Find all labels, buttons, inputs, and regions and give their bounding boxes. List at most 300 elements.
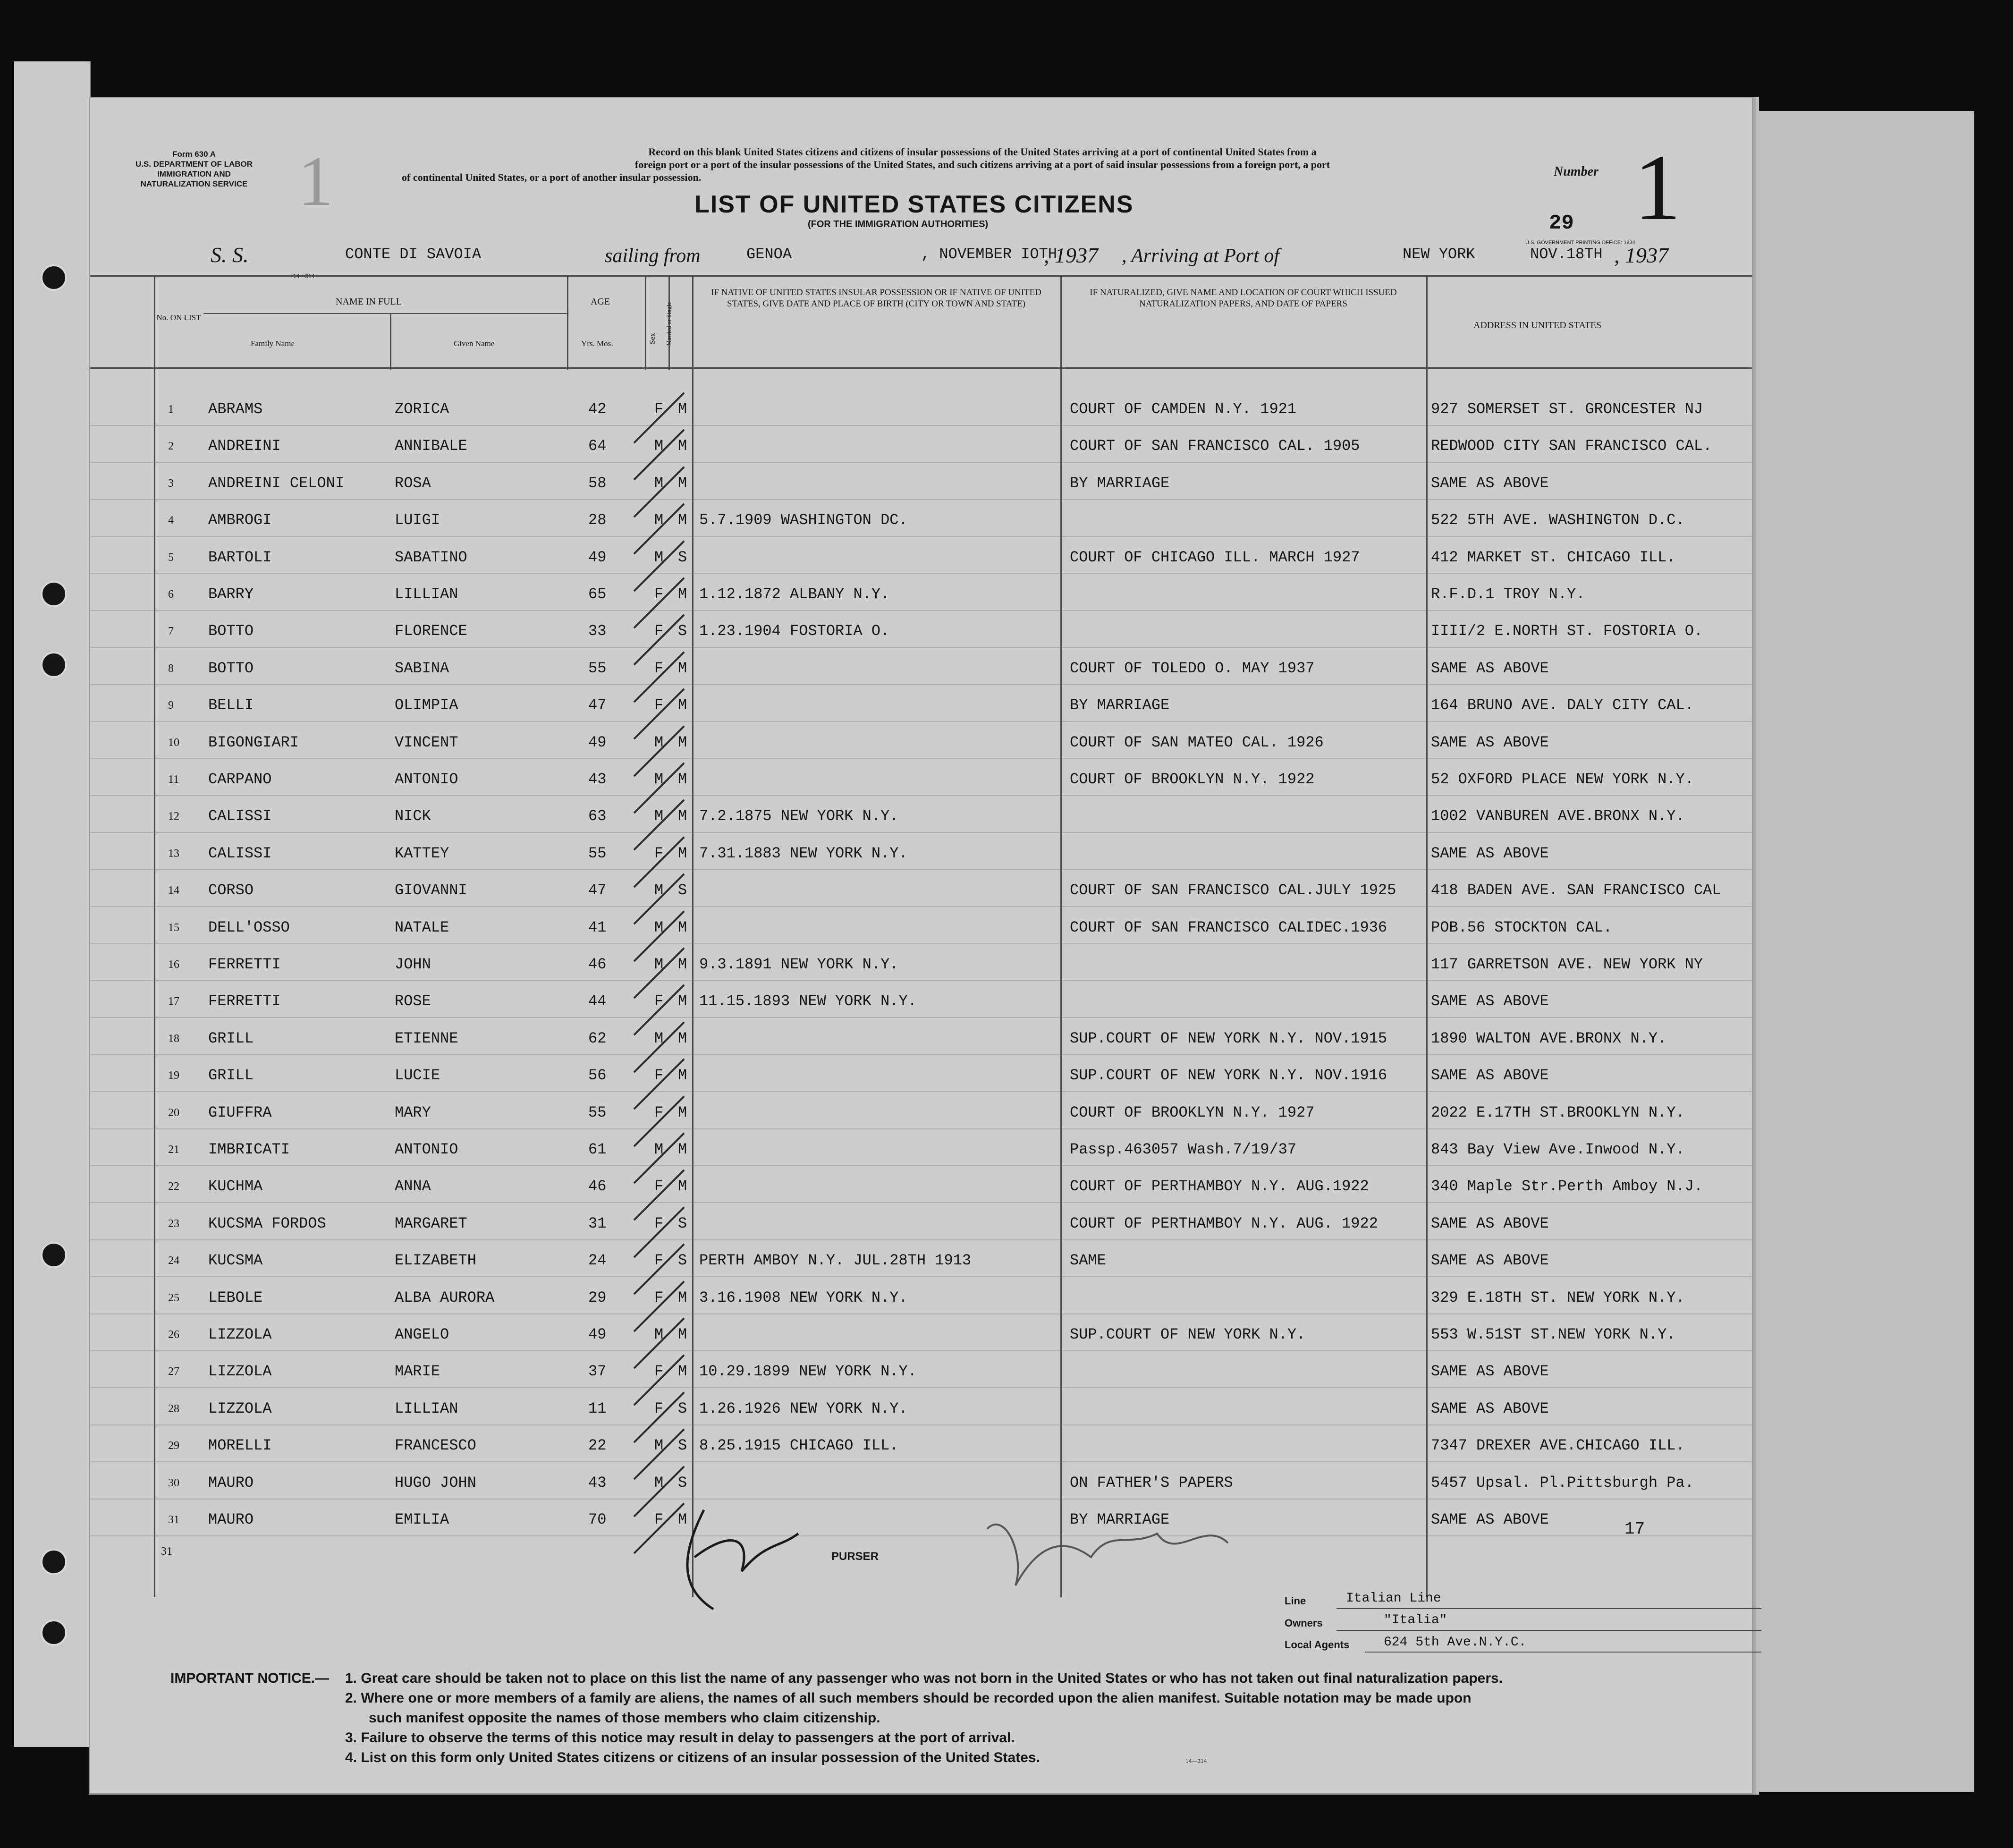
cell-age: 61	[588, 1141, 607, 1158]
col-divider	[1426, 275, 1428, 1597]
cell-age: 62	[588, 1029, 607, 1047]
binder-hole	[41, 1549, 67, 1575]
cell-sex: M	[654, 956, 664, 973]
cell-address: IIII/2 E.NORTH ST. FOSTORIA O.	[1431, 622, 1703, 640]
cell-address: 117 GARRETSON AVE. NEW YORK NY	[1431, 956, 1703, 973]
cell-sex: F	[654, 1511, 664, 1528]
cell-age: 47	[588, 696, 607, 714]
cell-given: LILLIAN	[395, 1399, 458, 1417]
cell-address: SAME AS ABOVE	[1431, 1214, 1549, 1232]
cell-address: SAME AS ABOVE	[1431, 474, 1549, 492]
next-page-edge	[1751, 111, 1974, 1792]
sail-year: , 1937	[1044, 243, 1098, 267]
cell-sex: M	[654, 1437, 664, 1455]
cell-age: 65	[588, 585, 607, 603]
col-header-yrs-mos: Yrs. Mos.	[581, 339, 613, 348]
notice-item: 1. Great care should be taken not to place on this list the name of any passenger who was not born in the United States or who has not taken out final naturalization papers.	[345, 1670, 1503, 1686]
cell-family: LIZZOLA	[208, 1399, 272, 1417]
cell-ms: M	[678, 1103, 687, 1121]
cell-ms: S	[678, 1474, 687, 1492]
row-rule	[90, 1350, 1752, 1351]
cell-naturalized: SUP.COURT OF NEW YORK N.Y. NOV.1915	[1070, 1029, 1387, 1047]
cell-no: 7	[168, 625, 174, 638]
cell-family: ABRAMS	[208, 400, 263, 418]
cell-address: 329 E.18TH ST. NEW YORK N.Y.	[1431, 1289, 1685, 1306]
cell-family: BOTTO	[208, 622, 254, 640]
cell-family: LIZZOLA	[208, 1363, 272, 1381]
cell-sex: M	[654, 771, 664, 788]
dept-line: NATURALIZATION SERVICE	[140, 179, 248, 188]
cell-naturalized: COURT OF CHICAGO ILL. MARCH 1927	[1070, 548, 1360, 566]
cell-address: SAME AS ABOVE	[1431, 1399, 1549, 1417]
cell-family: BARRY	[208, 585, 254, 603]
cell-ms: M	[678, 918, 687, 936]
record-instructions	[392, 145, 1573, 184]
cell-no: 24	[168, 1255, 179, 1267]
cell-naturalized: ON FATHER'S PAPERS	[1070, 1474, 1233, 1492]
cell-naturalized: COURT OF BROOKLYN N.Y. 1927	[1070, 1103, 1315, 1121]
cell-naturalized: COURT OF SAN FRANCISCO CALIDEC.1936	[1070, 918, 1387, 936]
cell-no: 28	[168, 1402, 179, 1415]
cell-sex: M	[654, 1141, 664, 1158]
cell-age: 64	[588, 437, 607, 455]
cell-ms: M	[678, 1178, 687, 1195]
cell-given: NATALE	[395, 918, 449, 936]
cell-given: ELIZABETH	[395, 1252, 476, 1270]
cell-family: DELL'OSSO	[208, 918, 290, 936]
cell-address: SAME AS ABOVE	[1431, 733, 1549, 751]
sailing-label: sailing from	[605, 245, 701, 267]
cell-sex: M	[654, 882, 664, 899]
binder-hole	[41, 264, 67, 291]
row-rule	[90, 832, 1752, 833]
cell-address: 927 SOMERSET ST. GRONCESTER NJ	[1431, 400, 1703, 418]
manifest-sheet	[89, 97, 1753, 1795]
cell-birth: PERTH AMBOY N.Y. JUL.28TH 1913	[699, 1252, 972, 1270]
cell-family: LIZZOLA	[208, 1326, 272, 1343]
cell-family: CARPANO	[208, 771, 272, 788]
cell-given: FLORENCE	[395, 622, 467, 640]
notice-item: 2. Where one or more members of a family are aliens, the names of all such members should be recorded upon the alien manifest. Suitable notation may be made upon	[345, 1690, 1472, 1706]
col-header-native: IF NATIVE OF UNITED STATES INSULAR POSSESSION OR IF NATIVE OF UNITED STATES, GIVE DATE AND PLACE OF BIRTH (CITY OR TOWN AND STATE)	[711, 288, 1041, 309]
notice-item: such manifest opposite the names of those members who claim citizenship.	[369, 1710, 880, 1726]
cell-ms: M	[678, 807, 687, 825]
cell-no: 17	[168, 995, 179, 1008]
cell-no: 10	[168, 736, 179, 749]
cell-sex: F	[654, 844, 664, 862]
dept-line: U.S. DEPARTMENT OF LABOR	[135, 160, 253, 169]
cell-given: VINCENT	[395, 733, 458, 751]
sheet-number: 29	[1549, 212, 1574, 235]
cell-birth: 5.7.1909 WASHINGTON DC.	[699, 511, 908, 529]
notice-heading: IMPORTANT NOTICE.—	[170, 1670, 330, 1686]
cell-address: 164 BRUNO AVE. DALY CITY CAL.	[1431, 696, 1694, 714]
cell-sex: F	[654, 1399, 664, 1417]
row-rule	[90, 1017, 1752, 1018]
row-rule	[90, 536, 1752, 537]
line-label: Line	[1285, 1595, 1306, 1607]
cell-given: ANTONIO	[395, 1141, 458, 1158]
cell-no: 8	[168, 662, 174, 675]
cell-age: 70	[588, 1511, 607, 1528]
cell-address: 1002 VANBUREN AVE.BRONX N.Y.	[1431, 807, 1685, 825]
cell-naturalized: SUP.COURT OF NEW YORK N.Y.	[1070, 1326, 1306, 1343]
cell-given: NICK	[395, 807, 431, 825]
cell-age: 37	[588, 1363, 607, 1381]
row-rule	[90, 647, 1752, 648]
cell-address: 52 OXFORD PLACE NEW YORK N.Y.	[1431, 771, 1694, 788]
cell-family: LEBOLE	[208, 1289, 263, 1306]
cell-ms: M	[678, 992, 687, 1010]
agents-label: Local Agents	[1285, 1639, 1350, 1651]
cell-address: 5457 Upsal. Pl.Pittsburgh Pa.	[1431, 1474, 1694, 1492]
ship-name: CONTE DI SAVOIA	[345, 246, 482, 263]
cell-naturalized: SUP.COURT OF NEW YORK N.Y. NOV.1916	[1070, 1067, 1387, 1085]
cell-birth: 10.29.1899 NEW YORK N.Y.	[699, 1363, 917, 1381]
record-text-line: of continental United States, or a port of another insular possession.	[402, 171, 702, 183]
cell-family: KUCSMA FORDOS	[208, 1214, 326, 1232]
cell-naturalized: Passp.463057 Wash.7/19/37	[1070, 1141, 1297, 1158]
cell-age: 49	[588, 1326, 607, 1343]
cell-family: IMBRICATI	[208, 1141, 290, 1158]
cell-age: 58	[588, 474, 607, 492]
cell-naturalized: BY MARRIAGE	[1070, 1511, 1170, 1528]
cell-sex: M	[654, 733, 664, 751]
row-rule	[90, 684, 1752, 685]
cell-birth: 3.16.1908 NEW YORK N.Y.	[699, 1289, 908, 1306]
bottom-code: 14—314	[1185, 1758, 1207, 1764]
cell-no: 5	[168, 551, 174, 564]
cell-sex: F	[654, 585, 664, 603]
cell-no: 22	[168, 1180, 179, 1193]
cell-no: 21	[168, 1144, 179, 1156]
cell-birth: 1.26.1926 NEW YORK N.Y.	[699, 1399, 908, 1417]
cell-family: CORSO	[208, 882, 254, 899]
cell-sex: M	[654, 437, 664, 455]
binder-hole	[41, 1619, 67, 1646]
cell-ms: M	[678, 1141, 687, 1158]
col-header-family: Family Name	[251, 339, 295, 348]
cell-sex: F	[654, 1363, 664, 1381]
cell-family: GIUFFRA	[208, 1103, 272, 1121]
list-number: 1	[1634, 136, 1681, 240]
arriving-label: , Arriving at Port of	[1122, 245, 1280, 267]
sail-date: , NOVEMBER IOTH	[921, 246, 1057, 263]
cell-no: 20	[168, 1106, 179, 1119]
cell-given: LUIGI	[395, 511, 440, 529]
cell-family: GRILL	[208, 1067, 254, 1085]
cell-naturalized: COURT OF TOLEDO O. MAY 1937	[1070, 659, 1315, 677]
cell-no: 19	[168, 1069, 179, 1082]
cell-address: 1890 WALTON AVE.BRONX N.Y.	[1431, 1029, 1667, 1047]
cell-given: ANNA	[395, 1178, 431, 1195]
cell-naturalized: COURT OF PERTHAMBOY N.Y. AUG. 1922	[1070, 1214, 1378, 1232]
cell-age: 41	[588, 918, 607, 936]
cell-given: ROSE	[395, 992, 431, 1010]
line-value: Italian Line	[1346, 1591, 1441, 1606]
cell-family: ANDREINI	[208, 437, 281, 455]
row-rule	[90, 1239, 1752, 1240]
cell-birth: 9.3.1891 NEW YORK N.Y.	[699, 956, 899, 973]
cell-ms: M	[678, 437, 687, 455]
cell-sex: M	[654, 807, 664, 825]
cell-ms: M	[678, 511, 687, 529]
row-rule	[90, 869, 1752, 870]
row-rule	[90, 1054, 1752, 1055]
cell-sex: M	[654, 1326, 664, 1343]
cell-ms: S	[678, 548, 687, 566]
cell-address: SAME AS ABOVE	[1431, 1511, 1549, 1528]
cell-age: 49	[588, 733, 607, 751]
purser-label: PURSER	[831, 1550, 879, 1563]
row-rule	[90, 795, 1752, 796]
cell-ms: M	[678, 733, 687, 751]
cell-no: 16	[168, 958, 179, 971]
cell-address: 843 Bay View Ave.Inwood N.Y.	[1431, 1141, 1685, 1158]
col-header-name: NAME IN FULL	[336, 297, 402, 307]
header-bottom-rule	[90, 367, 1752, 369]
cell-sex: M	[654, 1029, 664, 1047]
cell-address: SAME AS ABOVE	[1431, 844, 1549, 862]
cell-family: KUCHMA	[208, 1178, 263, 1195]
cell-address: SAME AS ABOVE	[1431, 1067, 1549, 1085]
row-rule	[90, 573, 1752, 574]
cell-no: 4	[168, 514, 174, 527]
cell-family: FERRETTI	[208, 992, 281, 1010]
arrival-date: NOV.18TH	[1530, 246, 1603, 263]
cell-given: FRANCESCO	[395, 1437, 476, 1455]
cell-age: 55	[588, 844, 607, 862]
cell-sex: F	[654, 1103, 664, 1121]
cell-no: 26	[168, 1329, 179, 1341]
count-mark: 17	[1624, 1519, 1645, 1539]
cell-age: 55	[588, 659, 607, 677]
col-header-address: ADDRESS IN UNITED STATES	[1473, 320, 1602, 331]
cell-address: 553 W.51ST ST.NEW YORK N.Y.	[1431, 1326, 1676, 1343]
cell-no: 25	[168, 1291, 179, 1304]
owners-label: Owners	[1285, 1617, 1323, 1629]
cell-age: 33	[588, 622, 607, 640]
row-rule	[90, 980, 1752, 981]
cell-given: ZORICA	[395, 400, 449, 418]
form-id-block	[133, 149, 255, 189]
cell-given: SABINA	[395, 659, 449, 677]
cell-family: MAURO	[208, 1474, 254, 1492]
cell-no: 1	[168, 403, 174, 415]
col-header-no: No. ON LIST	[156, 313, 201, 322]
row-total: 31	[161, 1545, 172, 1558]
cell-sex: F	[654, 1067, 664, 1085]
cell-given: LILLIAN	[395, 585, 458, 603]
cell-ms: M	[678, 474, 687, 492]
cell-family: ANDREINI CELONI	[208, 474, 345, 492]
cell-age: 24	[588, 1252, 607, 1270]
cell-family: GRILL	[208, 1029, 254, 1047]
row-rule	[90, 1202, 1752, 1203]
cell-family: BIGONGIARI	[208, 733, 299, 751]
arrival-year: , 1937	[1614, 243, 1668, 267]
cell-birth: 1.12.1872 ALBANY N.Y.	[699, 585, 890, 603]
cell-address: 522 5TH AVE. WASHINGTON D.C.	[1431, 511, 1685, 529]
cell-no: 23	[168, 1217, 179, 1230]
cell-ms: S	[678, 1399, 687, 1417]
cell-given: MARY	[395, 1103, 431, 1121]
dept-line: IMMIGRATION AND	[157, 170, 231, 178]
col-divider	[154, 275, 155, 1597]
cell-address: 418 BADEN AVE. SAN FRANCISCO CAL	[1431, 882, 1721, 899]
cell-naturalized: COURT OF PERTHAMBOY N.Y. AUG.1922	[1070, 1178, 1369, 1195]
cell-no: 31	[168, 1514, 179, 1526]
row-rule	[90, 1276, 1752, 1277]
cell-sex: M	[654, 511, 664, 529]
col-divider	[692, 275, 694, 1597]
cell-family: BOTTO	[208, 659, 254, 677]
col-divider	[645, 275, 646, 370]
cell-naturalized: COURT OF SAN MATEO CAL. 1926	[1070, 733, 1324, 751]
cell-no: 27	[168, 1365, 179, 1378]
col-divider	[567, 275, 568, 370]
cell-no: 18	[168, 1032, 179, 1045]
cell-ms: S	[678, 1252, 687, 1270]
gpo-note: U.S. GOVERNMENT PRINTING OFFICE: 1934	[1525, 240, 1635, 246]
row-rule	[90, 906, 1752, 907]
cell-no: 12	[168, 810, 179, 823]
cell-given: MARGARET	[395, 1214, 467, 1232]
page-title: LIST OF UNITED STATES CITIZENS	[694, 191, 1134, 218]
binder-hole	[41, 581, 67, 607]
cell-ms: M	[678, 771, 687, 788]
sailing-from: GENOA	[746, 246, 792, 263]
cell-age: 63	[588, 807, 607, 825]
cell-family: BELLI	[208, 696, 254, 714]
cell-ms: M	[678, 1067, 687, 1085]
cell-given: ANNIBALE	[395, 437, 467, 455]
cell-address: 412 MARKET ST. CHICAGO ILL.	[1431, 548, 1676, 566]
footer-rule	[1336, 1608, 1761, 1609]
notice-item: 3. Failure to observe the terms of this notice may result in delay to passengers at the port of arrival.	[345, 1730, 1015, 1746]
col-header-sex: Sex	[649, 333, 657, 344]
cell-age: 28	[588, 511, 607, 529]
cell-age: 29	[588, 1289, 607, 1306]
cell-address: SAME AS ABOVE	[1431, 992, 1549, 1010]
cell-ms: M	[678, 1326, 687, 1343]
cell-ms: M	[678, 1511, 687, 1528]
cell-ms: S	[678, 622, 687, 640]
cell-family: BARTOLI	[208, 548, 272, 566]
row-rule	[90, 610, 1752, 611]
cell-address: 2022 E.17TH ST.BROOKLYN N.Y.	[1431, 1103, 1685, 1121]
cell-sex: F	[654, 1252, 664, 1270]
cell-age: 49	[588, 548, 607, 566]
cell-naturalized: COURT OF SAN FRANCISCO CAL. 1905	[1070, 437, 1360, 455]
cell-ms: S	[678, 1214, 687, 1232]
cell-age: 11	[588, 1399, 607, 1417]
cell-ms: M	[678, 659, 687, 677]
cell-given: GIOVANNI	[395, 882, 467, 899]
page-subtitle: (FOR THE IMMIGRATION AUTHORITIES)	[808, 219, 989, 229]
cell-given: ROSA	[395, 474, 431, 492]
cell-ms: M	[678, 1289, 687, 1306]
row-rule	[90, 462, 1752, 463]
cell-address: R.F.D.1 TROY N.Y.	[1431, 585, 1585, 603]
record-text-line: foreign port or a port of the insular possessions of the United States, and such citizens arriving at a port of said insular possessions from a foreign port, a port	[634, 159, 1330, 170]
cell-sex: F	[654, 992, 664, 1010]
row-rule	[90, 721, 1752, 722]
cell-age: 46	[588, 1178, 607, 1195]
name-sub-rule	[203, 313, 567, 314]
cell-age: 43	[588, 1474, 607, 1492]
cell-sex: M	[654, 474, 664, 492]
cell-sex: F	[654, 1214, 664, 1232]
cell-no: 30	[168, 1476, 179, 1489]
cell-naturalized: COURT OF CAMDEN N.Y. 1921	[1070, 400, 1297, 418]
cell-ms: M	[678, 585, 687, 603]
cell-ms: M	[678, 696, 687, 714]
cell-age: 42	[588, 400, 607, 418]
binder-strip	[14, 61, 91, 1747]
col-divider	[390, 313, 391, 370]
cell-age: 43	[588, 771, 607, 788]
record-text-line: Record on this blank United States citizens and citizens of insular possessions of the United States arriving at a port of continental United States from a	[648, 146, 1317, 158]
cell-sex: F	[654, 659, 664, 677]
cell-family: FERRETTI	[208, 956, 281, 973]
col-header-age: AGE	[591, 297, 610, 307]
cell-naturalized: COURT OF BROOKLYN N.Y. 1922	[1070, 771, 1315, 788]
cell-birth: 7.31.1883 NEW YORK N.Y.	[699, 844, 908, 862]
cell-age: 31	[588, 1214, 607, 1232]
row-rule	[90, 1461, 1752, 1462]
cell-ms: S	[678, 882, 687, 899]
cell-sex: F	[654, 622, 664, 640]
cell-address: REDWOOD CITY SAN FRANCISCO CAL.	[1431, 437, 1712, 455]
owners-value: "Italia"	[1384, 1613, 1447, 1628]
cell-address: POB.56 STOCKTON CAL.	[1431, 918, 1613, 936]
cell-naturalized: COURT OF SAN FRANCISCO CAL.JULY 1925	[1070, 882, 1396, 899]
agents-value: 624 5th Ave.N.Y.C.	[1384, 1635, 1527, 1650]
cell-family: CALISSI	[208, 807, 272, 825]
col-divider	[1060, 275, 1062, 1597]
cell-given: ETIENNE	[395, 1029, 458, 1047]
cell-ms: M	[678, 1029, 687, 1047]
row-rule	[90, 1091, 1752, 1092]
cell-ms: M	[678, 956, 687, 973]
pencil-number: 1	[298, 142, 333, 220]
footer-rule	[1365, 1652, 1761, 1653]
cell-given: OLIMPIA	[395, 696, 458, 714]
cell-no: 11	[168, 773, 179, 786]
cell-address: SAME AS ABOVE	[1431, 659, 1549, 677]
col-header-married: Married or Single	[665, 302, 673, 346]
cell-naturalized: BY MARRIAGE	[1070, 696, 1170, 714]
form-id: Form 630 A	[172, 150, 216, 159]
cell-age: 46	[588, 956, 607, 973]
cell-family: MORELLI	[208, 1437, 272, 1455]
cell-sex: F	[654, 400, 664, 418]
arrival-port: NEW YORK	[1403, 246, 1475, 263]
col-header-naturalized: IF NATURALIZED, GIVE NAME AND LOCATION OF COURT WHICH ISSUED NATURALIZATION PAPERS, AND DATE OF PAPERS	[1090, 288, 1397, 309]
cell-no: 9	[168, 699, 174, 712]
cell-sex: M	[654, 1474, 664, 1492]
cell-sex: F	[654, 1289, 664, 1306]
cell-no: 29	[168, 1440, 179, 1452]
cell-no: 3	[168, 477, 174, 490]
cell-ms: M	[678, 1363, 687, 1381]
cell-birth: 1.23.1904 FOSTORIA O.	[699, 622, 890, 640]
cell-sex: M	[654, 548, 664, 566]
cell-sex: M	[654, 918, 664, 936]
cell-ms: S	[678, 1437, 687, 1455]
cell-no: 2	[168, 440, 174, 453]
